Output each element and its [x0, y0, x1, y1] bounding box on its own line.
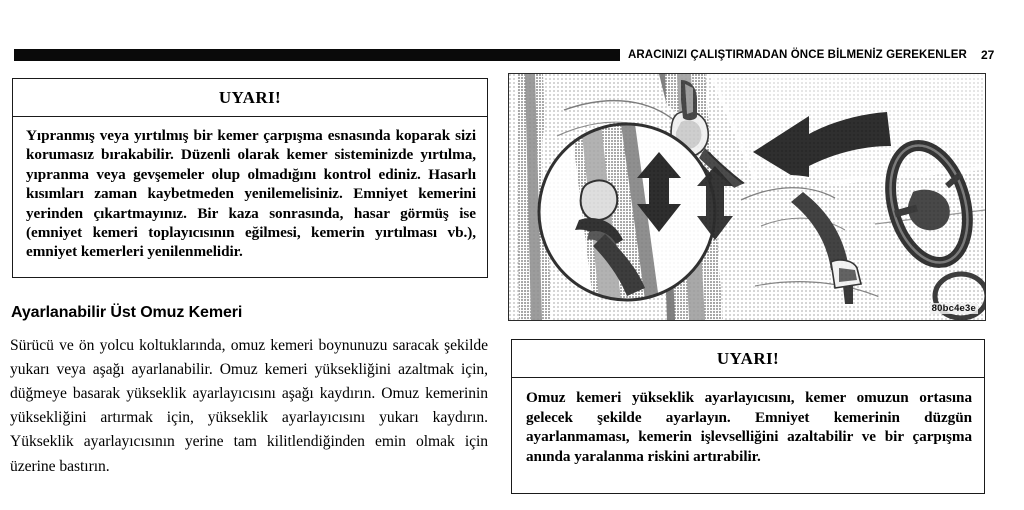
running-header — [0, 48, 1024, 62]
warning-box-bottom-title: UYARI! — [512, 340, 984, 378]
section-body-text: Sürücü ve ön yolcu koltuklarında, omuz kemeri boynunuzu saracak şekilde yukarı veya aşağı ayarlanabilir. Omuz kemeri yüksekliğini azaltmak için, düğmeye basarak yükseklik ayarlayıcısını aşağı kaydırın. Omuz kemerinin yüksekliğini artırmak için, yükseklik ayarlayıcısını yukarı kaydırın. Yükseklik ayarlayıcısının yerine tam kilitlendiğinden emin olmak için üzerine bastırın. — [10, 336, 488, 475]
warning-box-top — [12, 78, 488, 278]
warning-box-top-title: UYARI! — [13, 79, 487, 117]
seat-belt-adjuster-illustration — [508, 73, 986, 321]
header-rule-bar — [14, 49, 620, 61]
warning-box-bottom — [511, 339, 985, 494]
figure-code-label: 80bc4e3e — [931, 303, 976, 314]
warning-box-top-body: Yıpranmış veya yırtılmış bir kemer çarpışma esnasında koparak sizi korumasız bırakabilir. Düzenli olarak kemer sisteminizde yırtılma, yıpranma veya gevşemeler olup olmadığını kontrol ediniz. Hasarlı kısımları zaman kaybetmeden yenilemelisiniz. Emniyet kemerini yerinden çıkartmayınız. Bir kaza sonrasında, hasar görmüş ise (emniyet kemeri toplayıcısının eğilmesi, kemerin yırtılması vb.), emniyet kemerleri yenilenmelidir. — [26, 127, 476, 261]
car-interior-figure — [509, 74, 985, 320]
warning-box-bottom-body: Omuz kemeri yükseklik ayarlayıcısını, kemer omuzun ortasına gelecek şekilde ayarlayın. Emniyet kemerinin düzgün ayarlanmaması, kemerin işlevselliğini azaltabilir ve bir çarpışma anında yaralanma riskini artırabilir. — [526, 389, 972, 465]
page-number: 27 — [981, 48, 995, 62]
section-heading: Ayarlanabilir Üst Omuz Kemeri — [11, 304, 243, 322]
figure-canvas — [509, 74, 985, 320]
page-title: ARACINIZI ÇALIŞTIRMADAN ÖNCE BİLMENİZ GEREKENLER — [628, 49, 967, 61]
